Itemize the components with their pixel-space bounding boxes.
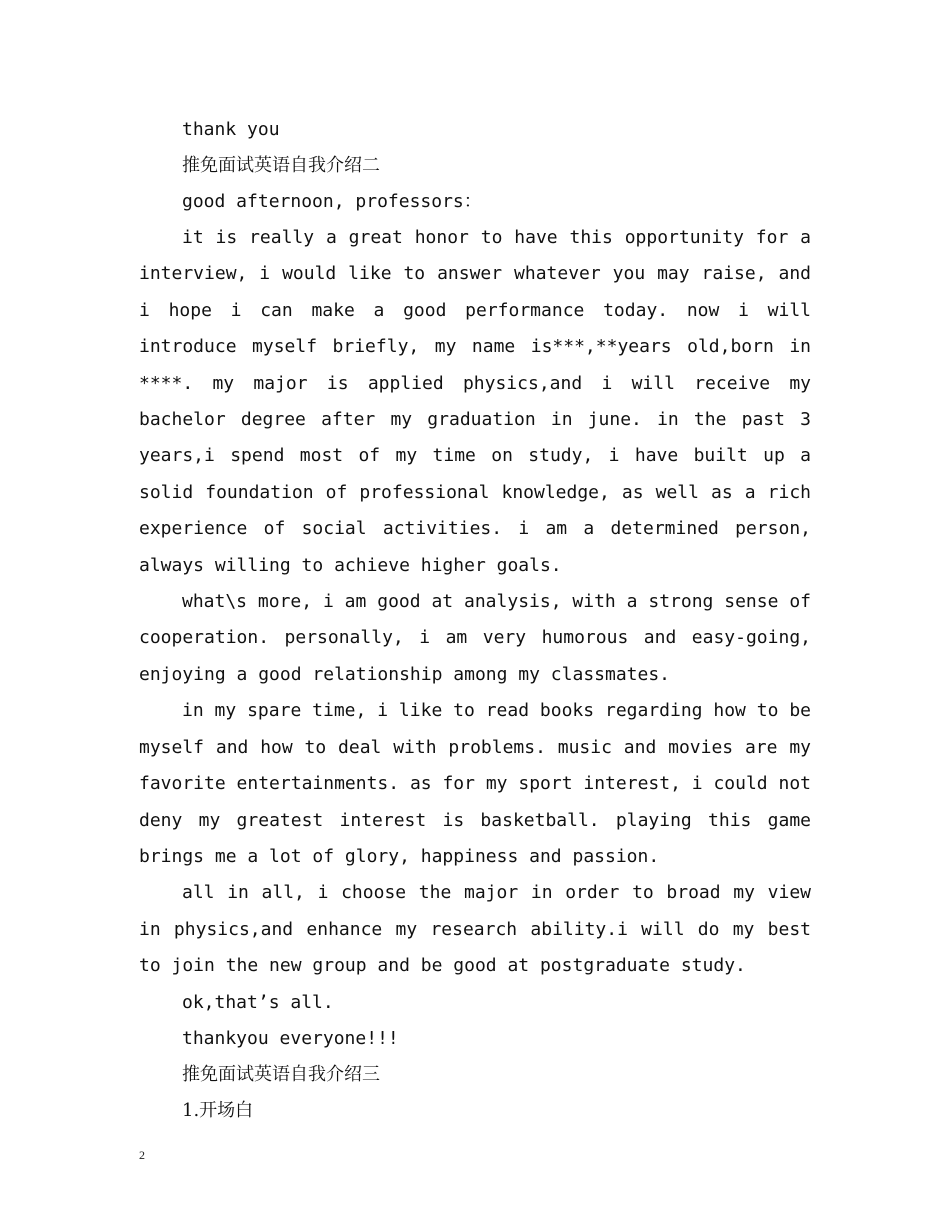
page-number: 2: [139, 1148, 145, 1162]
thanks-line: thankyou everyone!!!: [182, 1027, 399, 1049]
subsection-heading: 1.开场白: [182, 1099, 254, 1121]
document-body: [139, 112, 811, 1129]
section-heading: 推免面试英语自我介绍二: [182, 155, 380, 176]
closing-line: thank you: [182, 119, 280, 140]
greeting-line: good afternoon, professors：: [182, 191, 482, 212]
section-heading: 推免面试英语自我介绍三: [182, 1063, 380, 1085]
body-paragraph: in my spare time, i like to read books regarding how to be myself and how to deal with problems. music and movies are my favorite entertainments. as for my sport interest, i could not deny my greatest interest is basketball. playing this game brings me a lot of glory, happiness and passion.: [139, 700, 811, 867]
body-paragraph: what\s more, i am good at analysis, with a strong sense of cooperation. personally, i am very humorous and easy-going, enjoying a good relationship among my classmates.: [139, 591, 811, 685]
body-paragraph: it is really a great honor to have this opportunity for a interview, i would like to answer whatever you may raise, and i hope i can make a good performance today. now i will introduce myself briefly, my name is***,**years old,born in ****. my major is applied physics,and i will receive my bachelor degree after my graduation in june. in the past 3 years,i spend most of my time on study, i have built up a solid foundation of professional knowledge, as well as a rich experience of social activities. i am a determined person, always willing to achieve higher goals.: [139, 227, 811, 576]
closing-line: ok,that’s all.: [182, 991, 334, 1013]
body-paragraph: all in all, i choose the major in order to broad my view in physics,and enhance my research ability.i will do my best to join the new group and be good at postgraduate study.: [139, 882, 811, 977]
